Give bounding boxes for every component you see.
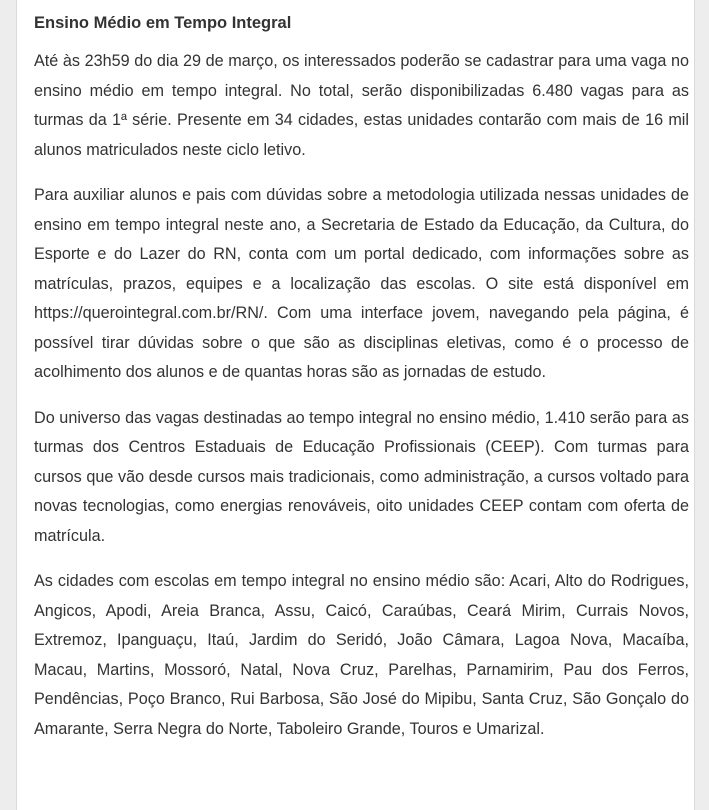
article-paragraph-1: Até às 23h59 do dia 29 de março, os interessados poderão se cadastrar para uma vaga no ensino médio em tempo integral. No total, serão disponibilizadas 6.480 vagas para as turmas da 1ª série. Presente em 34 cidades, estas unidades contarão com mais de 16 mil alunos matriculados neste ciclo letivo. [34, 52, 689, 159]
article-body [34, 11, 689, 760]
article-page [16, 0, 695, 810]
article-title: Ensino Médio em Tempo Integral [34, 14, 292, 32]
article-paragraph-2: Para auxiliar alunos e pais com dúvidas sobre a metodologia utilizada nessas unidades de ensino em tempo integral neste ano, a Secretaria de Estado da Educação, da Cultura, do Esporte e do Lazer do RN, conta com um portal dedicado, com informações sobre as matrículas, prazos, equipes e a localização das escolas. O site está disponível em https://querointegral.com.br/RN/. Com uma interface jovem, navegando pela página, é possível tirar dúvidas sobre o que são as disciplinas eletivas, como é o processo de acolhimento dos alunos e de quantas horas são as jornadas de estudo. [34, 186, 689, 381]
article-paragraph-4: As cidades com escolas em tempo integral no ensino médio são: Acari, Alto do Rodrigues, Angicos, Apodi, Areia Branca, Assu, Caicó, Caraúbas, Ceará Mirim, Currais Novos, Extremoz, Ipanguaçu, Itaú, Jardim do Seridó, João Câmara, Lagoa Nova, Macaíba, Macau, Martins, Mossoró, Natal, Nova Cruz, Parelhas, Parnamirim, Pau dos Ferros, Pendências, Poço Branco, Rui Barbosa, São José do Mipibu, Santa Cruz, São Gonçalo do Amarante, Serra Negra do Norte, Taboleiro Grande, Touros e Umarizal. [34, 572, 689, 738]
article-paragraph-3: Do universo das vagas destinadas ao tempo integral no ensino médio, 1.410 serão para as turmas dos Centros Estaduais de Educação Profissionais (CEEP). Com turmas para cursos que vão desde cursos mais tradicionais, como administração, a cursos voltado para novas tecnologias, como energias renováveis, oito unidades CEEP contam com oferta de matrícula. [34, 408, 689, 545]
